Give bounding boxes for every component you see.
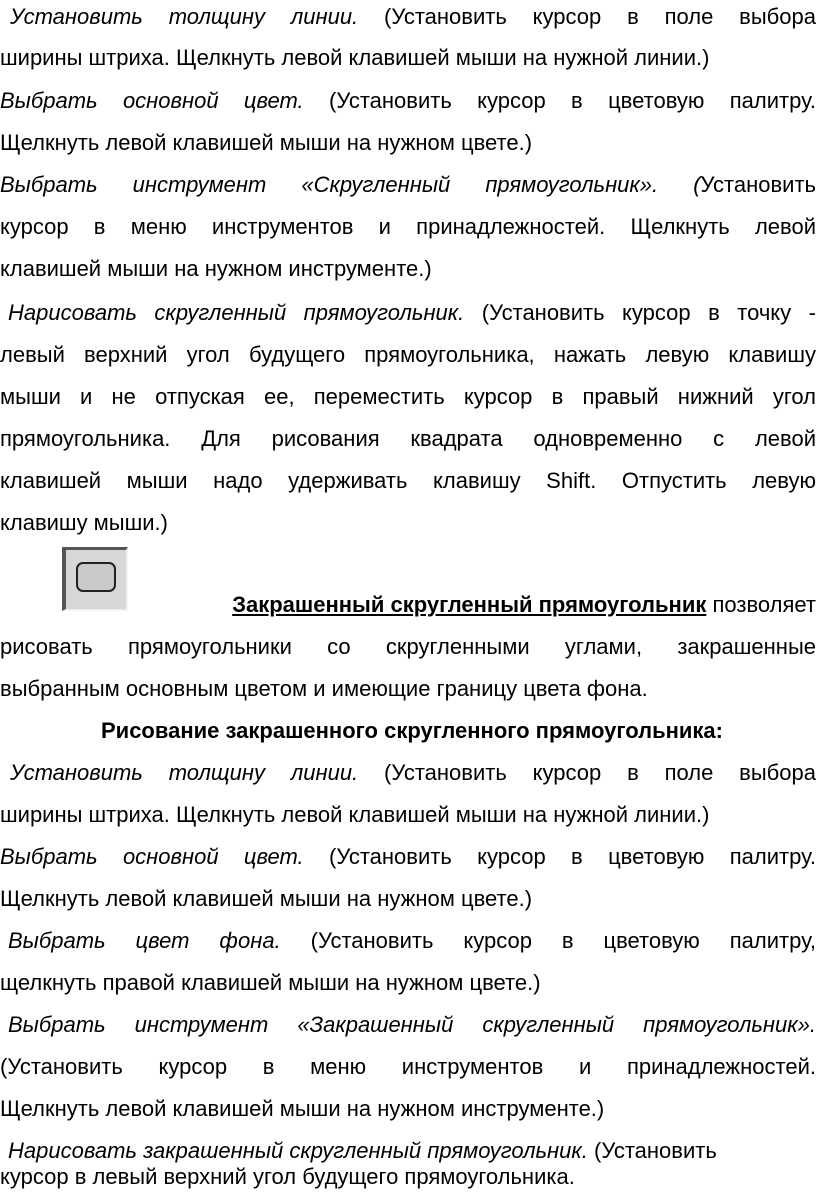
- s2-step4-line3: Щелкнуть левой клавишей мыши на нужном инструменте.): [0, 1096, 605, 1121]
- s1-step1-text: (Установить курсор в поле выбора: [384, 4, 816, 29]
- tool-name: Закрашенный скругленный прямоугольник: [232, 592, 707, 617]
- s2-step2-text: (Установить курсор в цветовую палитру.: [329, 844, 816, 869]
- s2-step1-line1: [0, 760, 816, 786]
- s2-step5-text: (Установить: [594, 1138, 717, 1163]
- s1-step3-line1: [0, 172, 816, 198]
- s2-step3-action: Выбрать цвет фона.: [8, 928, 281, 953]
- s2-step4-line2: (Установить курсор в меню инструментов и принадлежностей.: [0, 1054, 816, 1079]
- s1-step4-action: Нарисовать скругленный прямоугольник.: [8, 300, 465, 325]
- s1-step2-line1: [0, 88, 816, 114]
- tool-line2: рисовать прямоугольники со скругленными углами, закрашенные: [0, 634, 816, 659]
- section2-heading: Рисование закрашенного скругленного прямоугольника:: [101, 718, 723, 743]
- s1-step4-line3: мыши и не отпуская ее, переместить курсор в правый нижний угол: [0, 384, 816, 409]
- s1-step2-action: Выбрать основной цвет.: [0, 88, 304, 113]
- s1-step2-line2: Щелкнуть левой клавишей мыши на нужном цвете.): [0, 130, 533, 155]
- s2-step1-text: (Установить курсор в поле выбора: [384, 760, 816, 785]
- s2-step5-line2: курсор в левый верхний угол будущего прямоугольника.: [0, 1164, 575, 1189]
- s2-step2-line2: Щелкнуть левой клавишей мыши на нужном цвете.): [0, 886, 533, 911]
- s1-step4-text: (Установить курсор в точку -: [481, 300, 816, 325]
- s2-step1-line2: ширины штриха. Щелкнуть левой клавишей мыши на нужной линии.): [0, 802, 710, 827]
- s1-step4-line1: [0, 300, 816, 326]
- s1-step4-line6: клавишу мыши.): [0, 510, 168, 535]
- s1-step1-line2: ширины штриха. Щелкнуть левой клавишей мыши на нужной линии.): [0, 45, 710, 70]
- s2-step3-line2: щелкнуть правой клавишей мыши на нужном цвете.): [0, 970, 541, 995]
- tool-line1: [62, 592, 816, 618]
- s1-step4-line5: клавишей мыши надо удерживать клавишу Shift. Отпустить левую: [0, 468, 816, 493]
- s2-step2-line1: [0, 844, 816, 870]
- s1-step4-line2: левый верхний угол будущего прямоугольника, нажать левую клавишу: [0, 342, 816, 367]
- s2-step1-action: Установить толщину линии.: [10, 760, 359, 785]
- s2-step3-line1: [0, 928, 816, 954]
- s2-step3-text: (Установить курсор в цветовую палитру,: [310, 928, 816, 953]
- rounded-rect-shape: [76, 562, 116, 592]
- s1-step2-text: (Установить курсор в цветовую палитру.: [329, 88, 816, 113]
- s1-step3-text: Установить: [700, 172, 816, 197]
- s2-step5-line1: [0, 1138, 816, 1164]
- s1-step4-line4: прямоугольника. Для рисования квадрата одновременно с левой: [0, 426, 816, 451]
- s1-step3-line3: клавишей мыши на нужном инструменте.): [0, 256, 432, 281]
- s2-step4-action: Выбрать инструмент «Закрашенный скругленный прямоугольник».: [8, 1012, 816, 1037]
- s1-step3-action: Выбрать инструмент «Скругленный прямоугольник». (: [0, 172, 701, 197]
- s2-step5-action: Нарисовать закрашенный скругленный прямоугольник.: [8, 1138, 588, 1163]
- s1-step3-line2: курсор в меню инструментов и принадлежностей. Щелкнуть левой: [0, 214, 816, 239]
- tool-text: позволяет: [712, 592, 816, 617]
- s2-step2-action: Выбрать основной цвет.: [0, 844, 304, 869]
- s1-step1-line1: [0, 4, 816, 30]
- tool-line3: выбранным основным цветом и имеющие границу цвета фона.: [0, 676, 648, 701]
- s1-step1-action: Установить толщину линии.: [10, 4, 359, 29]
